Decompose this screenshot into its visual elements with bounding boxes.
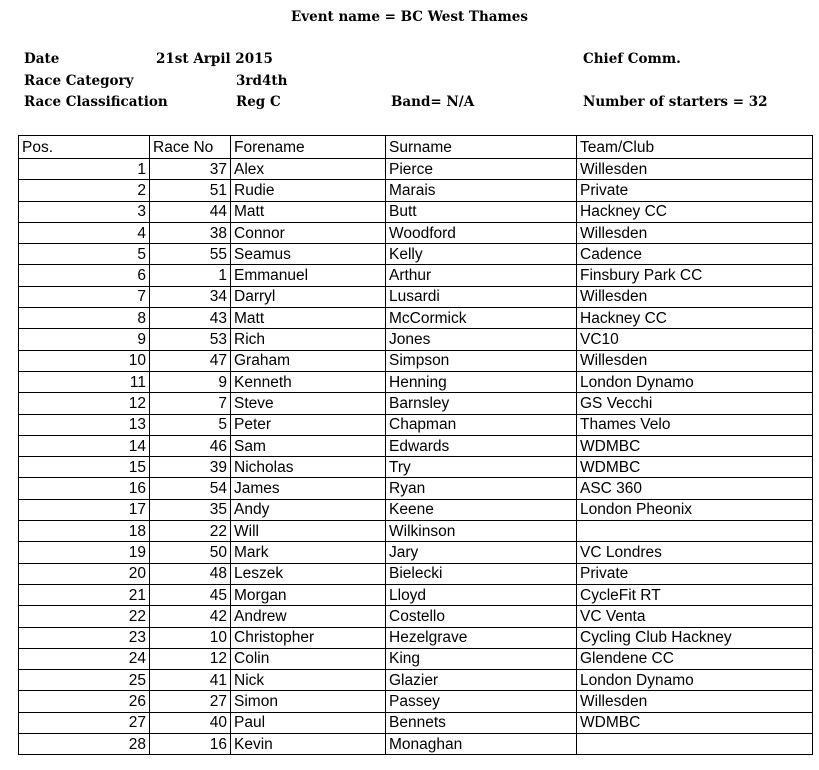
race-number-cell: 5 xyxy=(150,414,231,435)
position-cell: 17 xyxy=(19,499,150,520)
table-row xyxy=(19,180,813,201)
position-cell: 19 xyxy=(19,542,150,563)
table-row xyxy=(19,265,813,286)
team-club-cell xyxy=(577,734,813,755)
col-header-surname: Surname xyxy=(386,136,577,159)
results-body xyxy=(19,159,813,755)
race-number-cell: 10 xyxy=(150,627,231,648)
surname-cell: Chapman xyxy=(386,414,577,435)
position-cell: 4 xyxy=(19,222,150,243)
forename-cell: Nicholas xyxy=(231,457,386,478)
col-header-team-club: Team/Club xyxy=(577,136,813,159)
race-number-cell: 16 xyxy=(150,734,231,755)
surname-cell: Pierce xyxy=(386,159,577,180)
band-label: Band= N/A xyxy=(391,94,475,110)
team-club-cell: Finsbury Park CC xyxy=(577,265,813,286)
table-row xyxy=(19,542,813,563)
table-row xyxy=(19,244,813,265)
table-row xyxy=(19,201,813,222)
forename-cell: Seamus xyxy=(231,244,386,265)
header-row xyxy=(19,136,813,159)
table-row xyxy=(19,691,813,712)
surname-cell: Jones xyxy=(386,329,577,350)
race-category-value: 3rd4th xyxy=(236,73,288,89)
forename-cell: Leszek xyxy=(231,563,386,584)
race-number-cell: 38 xyxy=(150,222,231,243)
position-cell: 25 xyxy=(19,670,150,691)
table-row xyxy=(19,286,813,307)
surname-cell: Henning xyxy=(386,371,577,392)
table-row xyxy=(19,457,813,478)
position-cell: 14 xyxy=(19,435,150,456)
chief-comm-label: Chief Comm. xyxy=(583,51,681,67)
position-cell: 9 xyxy=(19,329,150,350)
race-number-cell: 35 xyxy=(150,499,231,520)
surname-cell: Lusardi xyxy=(386,286,577,307)
team-club-cell: Willesden xyxy=(577,222,813,243)
position-cell: 28 xyxy=(19,734,150,755)
position-cell: 15 xyxy=(19,457,150,478)
race-number-cell: 37 xyxy=(150,159,231,180)
forename-cell: Colin xyxy=(231,648,386,669)
table-row xyxy=(19,159,813,180)
table-row xyxy=(19,648,813,669)
forename-cell: Alex xyxy=(231,159,386,180)
race-number-cell: 39 xyxy=(150,457,231,478)
forename-cell: Christopher xyxy=(231,627,386,648)
team-club-cell: WDMBC xyxy=(577,435,813,456)
surname-cell: Passey xyxy=(386,691,577,712)
position-cell: 21 xyxy=(19,584,150,605)
table-row xyxy=(19,627,813,648)
race-number-cell: 27 xyxy=(150,691,231,712)
forename-cell: Kevin xyxy=(231,734,386,755)
table-row xyxy=(19,393,813,414)
team-club-cell: Thames Velo xyxy=(577,414,813,435)
team-club-cell: VC Venta xyxy=(577,606,813,627)
table-row xyxy=(19,371,813,392)
table-row xyxy=(19,350,813,371)
forename-cell: Mark xyxy=(231,542,386,563)
surname-cell: Costello xyxy=(386,606,577,627)
forename-cell: James xyxy=(231,478,386,499)
forename-cell: Rudie xyxy=(231,180,386,201)
surname-cell: McCormick xyxy=(386,308,577,329)
team-club-cell: GS Vecchi xyxy=(577,393,813,414)
position-cell: 5 xyxy=(19,244,150,265)
surname-cell: Butt xyxy=(386,201,577,222)
forename-cell: Paul xyxy=(231,712,386,733)
race-number-cell: 46 xyxy=(150,435,231,456)
race-classification-value: Reg C xyxy=(236,94,281,110)
surname-cell: Edwards xyxy=(386,435,577,456)
race-number-cell: 48 xyxy=(150,563,231,584)
surname-cell: Bennets xyxy=(386,712,577,733)
surname-cell: Glazier xyxy=(386,670,577,691)
surname-cell: Hezelgrave xyxy=(386,627,577,648)
results-table xyxy=(18,135,813,755)
table-row xyxy=(19,563,813,584)
surname-cell: King xyxy=(386,648,577,669)
position-cell: 11 xyxy=(19,371,150,392)
race-number-cell: 55 xyxy=(150,244,231,265)
race-number-cell: 7 xyxy=(150,393,231,414)
team-club-cell: Willesden xyxy=(577,286,813,307)
position-cell: 22 xyxy=(19,606,150,627)
forename-cell: Peter xyxy=(231,414,386,435)
position-cell: 3 xyxy=(19,201,150,222)
race-category-label: Race Category xyxy=(24,73,134,89)
race-number-cell: 9 xyxy=(150,371,231,392)
forename-cell: Rich xyxy=(231,329,386,350)
position-cell: 27 xyxy=(19,712,150,733)
surname-cell: Bielecki xyxy=(386,563,577,584)
race-number-cell: 47 xyxy=(150,350,231,371)
forename-cell: Sam xyxy=(231,435,386,456)
race-number-cell: 12 xyxy=(150,648,231,669)
team-club-cell: ASC 360 xyxy=(577,478,813,499)
position-cell: 26 xyxy=(19,691,150,712)
forename-cell: Connor xyxy=(231,222,386,243)
team-club-cell: London Pheonix xyxy=(577,499,813,520)
race-number-cell: 40 xyxy=(150,712,231,733)
table-row xyxy=(19,670,813,691)
forename-cell: Steve xyxy=(231,393,386,414)
team-club-cell xyxy=(577,521,813,542)
position-cell: 10 xyxy=(19,350,150,371)
team-club-cell: Glendene CC xyxy=(577,648,813,669)
race-number-cell: 50 xyxy=(150,542,231,563)
race-number-cell: 44 xyxy=(150,201,231,222)
table-row xyxy=(19,308,813,329)
position-cell: 7 xyxy=(19,286,150,307)
date-label: Date xyxy=(24,51,60,67)
forename-cell: Andy xyxy=(231,499,386,520)
surname-cell: Woodford xyxy=(386,222,577,243)
position-cell: 24 xyxy=(19,648,150,669)
team-club-cell: Willesden xyxy=(577,691,813,712)
table-row xyxy=(19,329,813,350)
team-club-cell: CycleFit RT xyxy=(577,584,813,605)
race-number-cell: 34 xyxy=(150,286,231,307)
table-row xyxy=(19,521,813,542)
position-cell: 20 xyxy=(19,563,150,584)
table-row xyxy=(19,435,813,456)
col-header-pos: Pos. xyxy=(19,136,150,159)
forename-cell: Nick xyxy=(231,670,386,691)
position-cell: 18 xyxy=(19,521,150,542)
table-row xyxy=(19,606,813,627)
race-classification-label: Race Classification xyxy=(24,94,168,110)
surname-cell: Marais xyxy=(386,180,577,201)
position-cell: 1 xyxy=(19,159,150,180)
surname-cell: Try xyxy=(386,457,577,478)
race-number-cell: 45 xyxy=(150,584,231,605)
table-row xyxy=(19,222,813,243)
table-row xyxy=(19,478,813,499)
team-club-cell: London Dynamo xyxy=(577,371,813,392)
team-club-cell: London Dynamo xyxy=(577,670,813,691)
position-cell: 13 xyxy=(19,414,150,435)
team-club-cell: Cycling Club Hackney xyxy=(577,627,813,648)
team-club-cell: VC10 xyxy=(577,329,813,350)
surname-cell: Arthur xyxy=(386,265,577,286)
team-club-cell: Willesden xyxy=(577,350,813,371)
forename-cell: Andrew xyxy=(231,606,386,627)
table-row xyxy=(19,584,813,605)
race-number-cell: 42 xyxy=(150,606,231,627)
forename-cell: Kenneth xyxy=(231,371,386,392)
date-value: 21st Arpil 2015 xyxy=(156,51,273,67)
team-club-cell: WDMBC xyxy=(577,457,813,478)
team-club-cell: Hackney CC xyxy=(577,308,813,329)
team-club-cell: Cadence xyxy=(577,244,813,265)
team-club-cell: Private xyxy=(577,563,813,584)
race-number-cell: 51 xyxy=(150,180,231,201)
forename-cell: Graham xyxy=(231,350,386,371)
surname-cell: Ryan xyxy=(386,478,577,499)
team-club-cell: WDMBC xyxy=(577,712,813,733)
position-cell: 8 xyxy=(19,308,150,329)
surname-cell: Lloyd xyxy=(386,584,577,605)
position-cell: 23 xyxy=(19,627,150,648)
surname-cell: Monaghan xyxy=(386,734,577,755)
forename-cell: Emmanuel xyxy=(231,265,386,286)
team-club-cell: Private xyxy=(577,180,813,201)
position-cell: 2 xyxy=(19,180,150,201)
position-cell: 12 xyxy=(19,393,150,414)
surname-cell: Barnsley xyxy=(386,393,577,414)
col-header-race-no: Race No xyxy=(150,136,231,159)
race-number-cell: 41 xyxy=(150,670,231,691)
table-row xyxy=(19,734,813,755)
col-header-forename: Forename xyxy=(231,136,386,159)
team-club-cell: Willesden xyxy=(577,159,813,180)
forename-cell: Will xyxy=(231,521,386,542)
race-number-cell: 54 xyxy=(150,478,231,499)
team-club-cell: VC Londres xyxy=(577,542,813,563)
forename-cell: Darryl xyxy=(231,286,386,307)
surname-cell: Keene xyxy=(386,499,577,520)
position-cell: 6 xyxy=(19,265,150,286)
forename-cell: Morgan xyxy=(231,584,386,605)
race-number-cell: 22 xyxy=(150,521,231,542)
event-title: Event name = BC West Thames xyxy=(291,9,528,25)
forename-cell: Matt xyxy=(231,201,386,222)
surname-cell: Jary xyxy=(386,542,577,563)
starters-count: Number of starters = 32 xyxy=(583,94,768,110)
race-number-cell: 43 xyxy=(150,308,231,329)
forename-cell: Simon xyxy=(231,691,386,712)
team-club-cell: Hackney CC xyxy=(577,201,813,222)
position-cell: 16 xyxy=(19,478,150,499)
table-row xyxy=(19,499,813,520)
table-row xyxy=(19,414,813,435)
surname-cell: Simpson xyxy=(386,350,577,371)
race-number-cell: 1 xyxy=(150,265,231,286)
race-number-cell: 53 xyxy=(150,329,231,350)
forename-cell: Matt xyxy=(231,308,386,329)
surname-cell: Wilkinson xyxy=(386,521,577,542)
table-row xyxy=(19,712,813,733)
surname-cell: Kelly xyxy=(386,244,577,265)
